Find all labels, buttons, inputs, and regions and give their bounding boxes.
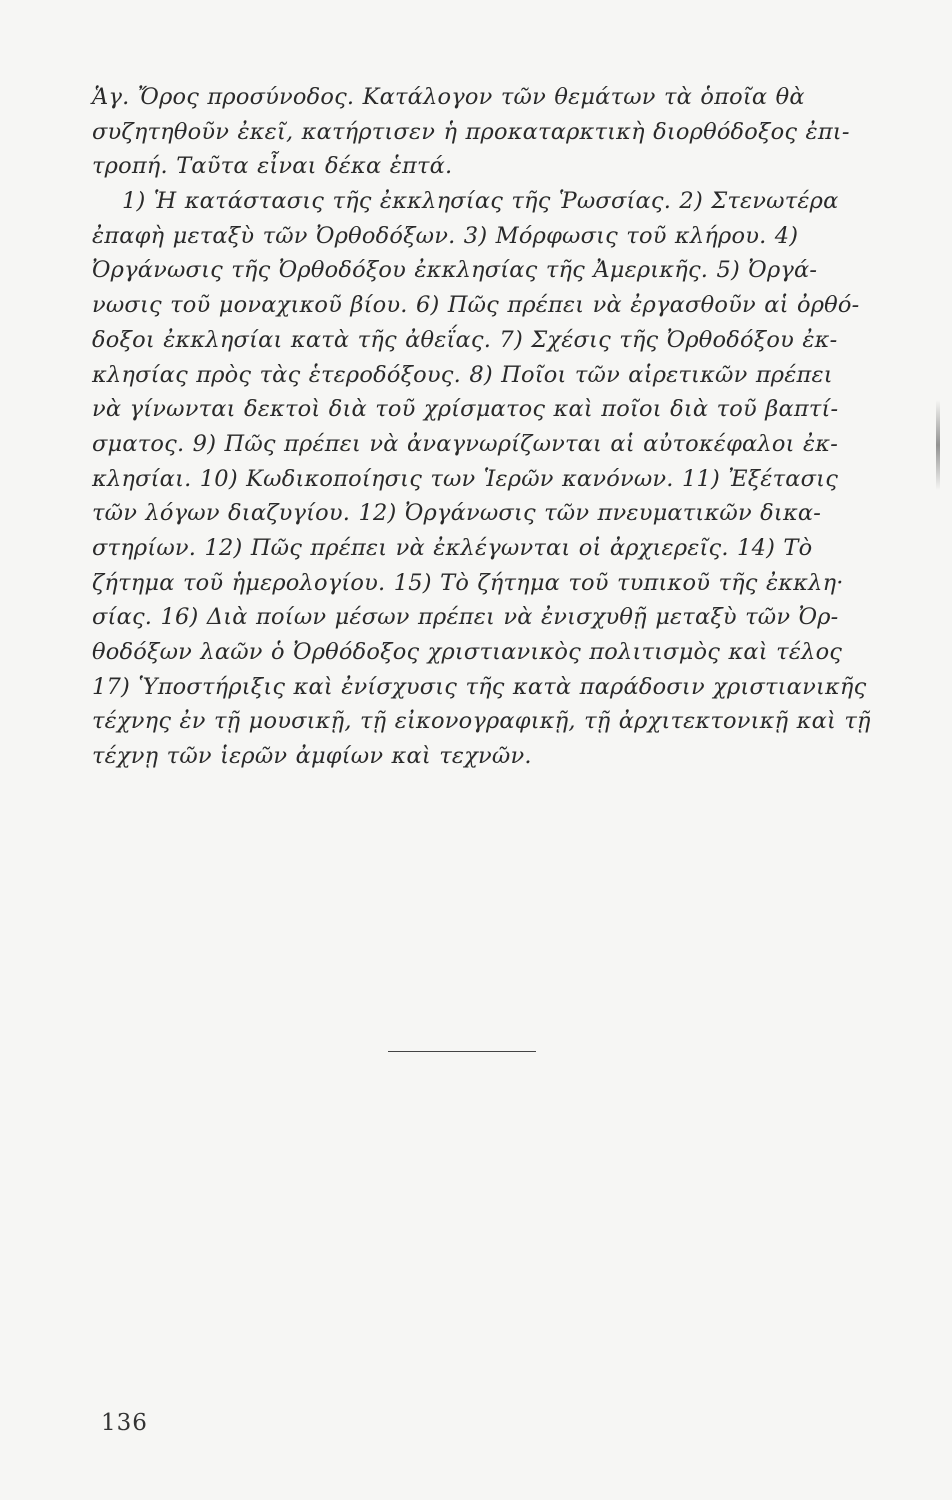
text-line: τῶν λόγων διαζυγίου. 12) Ὀργάνωσις τῶν πνευματικῶν δικα- <box>92 500 822 527</box>
text-line: νὰ γίνωνται δεκτοὶ διὰ τοῦ χρίσματος καὶ ποῖοι διὰ τοῦ βαπτί- <box>92 396 839 423</box>
text-line: Ὀργάνωσις τῆς Ὀρθοδόξου ἐκκλησίας τῆς Ἀμερικῆς. 5) Ὀργά- <box>92 257 818 284</box>
body-text <box>92 80 871 774</box>
text-line: ἐπαφὴ μεταξὺ τῶν Ὀρθοδόξων. 3) Μόρφωσις τοῦ κλήρου. 4) <box>92 222 799 249</box>
text-line: συζητηθοῦν ἐκεῖ, κατήρτισεν ἡ προκαταρκτικὴ διορθόδοξος ἐπι- <box>92 118 850 145</box>
text-line: ζήτημα τοῦ ἡμερολογίου. 15) Τὸ ζήτημα τοῦ τυπικοῦ τῆς ἐκκλη· <box>92 569 844 596</box>
text-line: σματος. 9) Πῶς πρέπει νὰ ἀναγνωρίζωνται αἱ αὐτοκέφαλοι ἐκ- <box>92 430 839 457</box>
text-line: σίας. 16) Διὰ ποίων μέσων πρέπει νὰ ἐνισχυθῇ μεταξὺ τῶν Ὀρ- <box>92 604 839 631</box>
text-line: νωσις τοῦ μοναχικοῦ βίου. 6) Πῶς πρέπει νὰ ἐργασθοῦν αἱ ὀρθό- <box>92 292 860 319</box>
text-line: θοδόξων λαῶν ὁ Ὀρθόδοξος χριστιανικὸς πολιτισμὸς καὶ τέλος <box>92 639 843 665</box>
text-line: Ἁγ. Ὄρος προσύνοδος. Κατάλογον τῶν θεμάτων τὰ ὁποῖα θὰ <box>92 84 805 110</box>
section-divider <box>388 1051 536 1052</box>
text-line: κλησίαι. 10) Κωδικοποίησις των Ἱερῶν κανόνων. 11) Ἐξέτασις <box>92 465 839 492</box>
text-line: 17) Ὑποστήριξις καὶ ἐνίσχυσις τῆς κατὰ παράδοσιν χριστιανικῆς <box>92 673 867 700</box>
text-line: κλησίας πρὸς τὰς ἑτεροδόξους. 8) Ποῖοι τῶν αἱρετικῶν πρέπει <box>92 361 833 388</box>
text-line: τροπή. Ταῦτα εἶναι δέκα ἑπτά. <box>92 153 453 180</box>
binding-shadow <box>936 400 940 490</box>
text-line: δοξοι ἐκκλησίαι κατὰ τῆς ἀθεΐας. 7) Σχέσις τῆς Ὀρθοδόξου ἐκ- <box>92 326 838 353</box>
text-line: στηρίων. 12) Πῶς πρέπει νὰ ἐκλέγωνται οἱ ἀρχιερεῖς. 14) Τὸ <box>92 534 813 561</box>
text-line: τέχνῃ τῶν ἱερῶν ἀμφίων καὶ τεχνῶν. <box>92 743 532 770</box>
text-line: τέχνης ἐν τῇ μουσικῇ, τῇ εἰκονογραφικῇ, τῇ ἀρχιτεκτονικῇ καὶ τῇ <box>92 708 871 735</box>
page-number: 136 <box>101 1410 148 1436</box>
text-line: 1) Ἡ κατάστασις τῆς ἐκκλησίας τῆς Ῥωσσίας. 2) Στενωτέρα <box>122 188 839 215</box>
